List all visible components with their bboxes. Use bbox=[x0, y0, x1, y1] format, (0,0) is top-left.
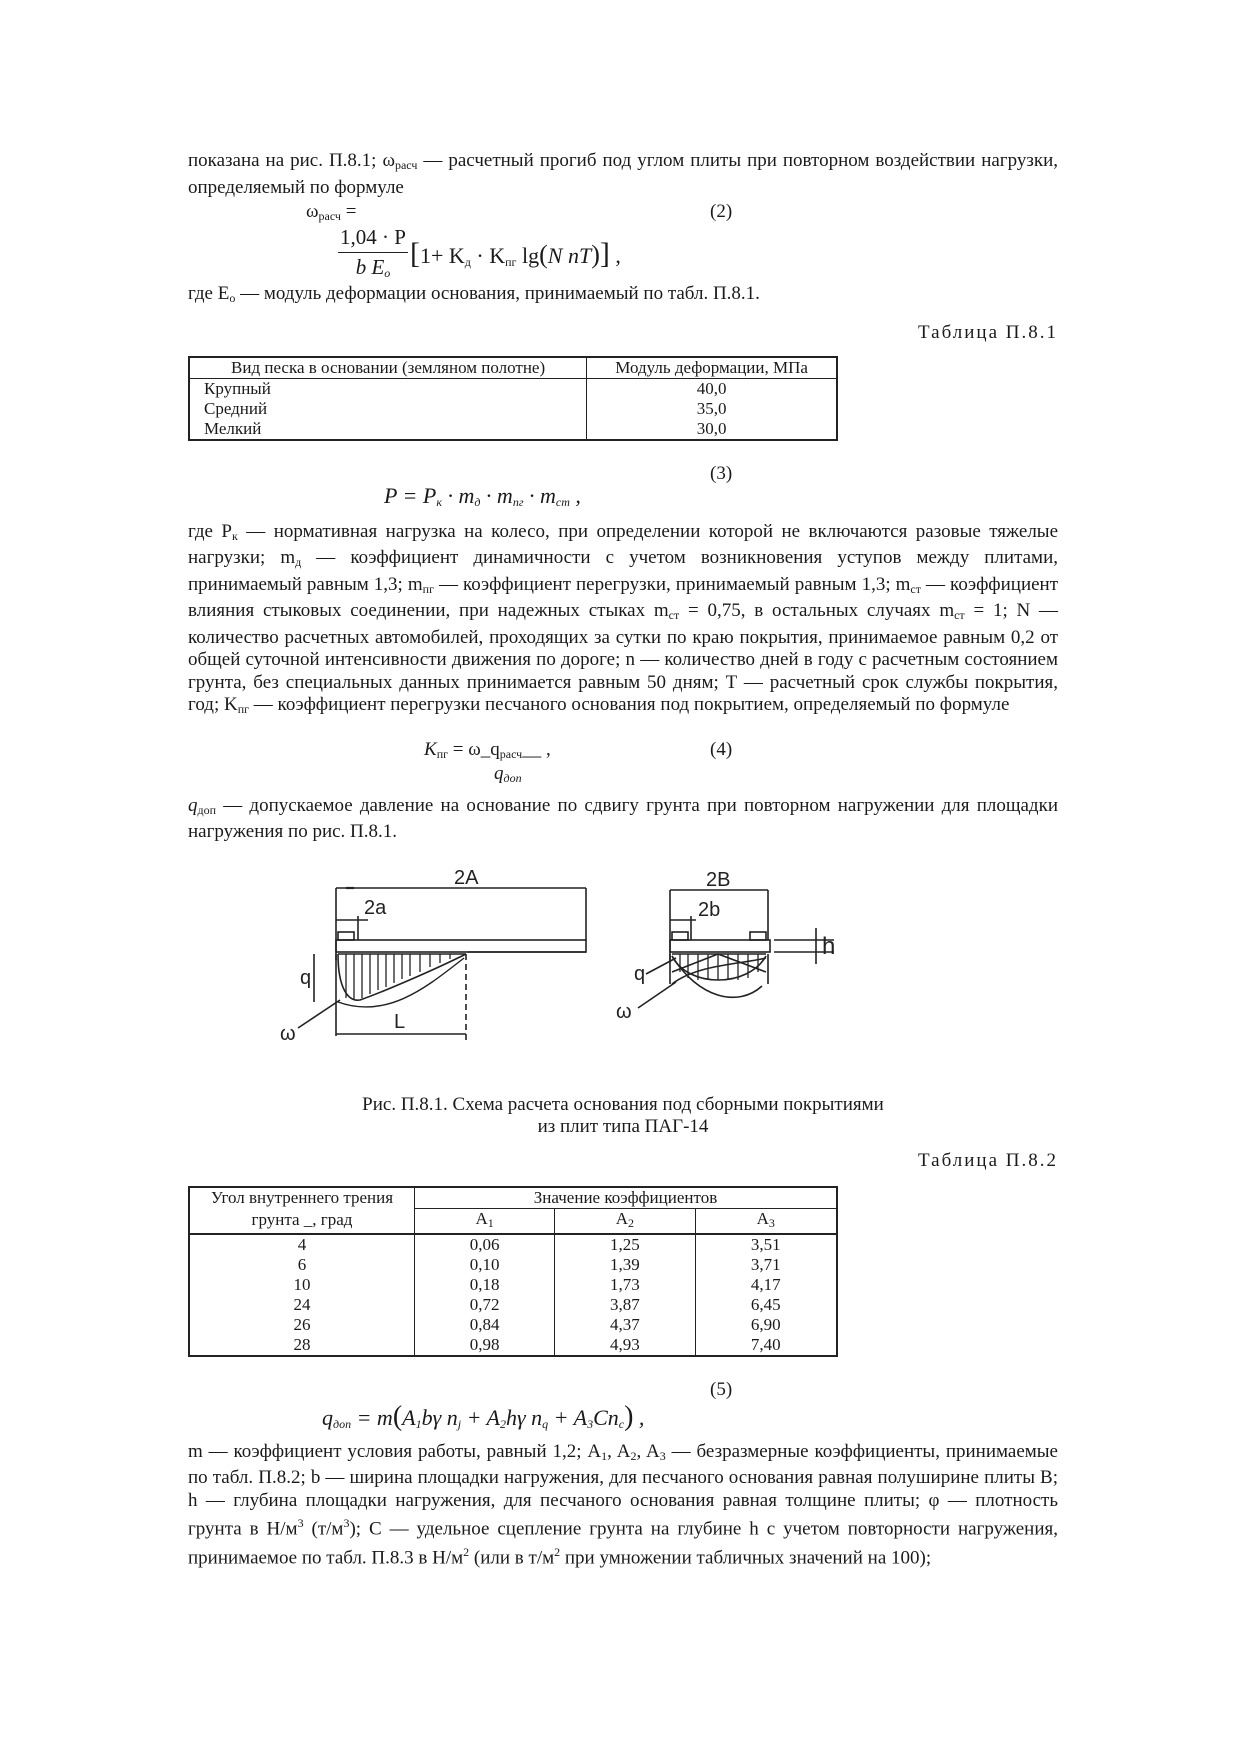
formula-2-numerator: 1,04 · P bbox=[340, 225, 406, 249]
table-row bbox=[189, 1335, 837, 1356]
label-2b: 2b bbox=[698, 898, 721, 921]
table1-header-sand: Вид песка в основании (земляном полотне) bbox=[189, 357, 587, 379]
formula-3-expression: $P = P_к \cdot m_д \cdot m_{пг} \cdot m_{ст}$ , bbox=[384, 482, 581, 509]
table-cell: Средний bbox=[189, 399, 587, 419]
table-cell: 1,25 bbox=[555, 1234, 695, 1255]
label-L: L bbox=[394, 1010, 406, 1033]
figure-caption bbox=[188, 1094, 1058, 1138]
document-page bbox=[188, 150, 1058, 1570]
formula-3-number: (3) bbox=[710, 462, 733, 484]
table-cell: 3,51 bbox=[750, 1234, 781, 1254]
formula-4-number: (4) bbox=[710, 738, 733, 760]
label-h: h bbox=[822, 932, 836, 960]
table-cell: 0,10 bbox=[415, 1255, 555, 1275]
table-row bbox=[189, 1275, 837, 1295]
table-cell: 0,98 bbox=[415, 1335, 555, 1356]
table2-title: Таблица П.8.2 bbox=[918, 1149, 1058, 1171]
table-cell: Мелкий bbox=[189, 419, 587, 440]
formula-3 bbox=[188, 463, 1058, 521]
caption-line-1: Рис. П.8.1. Схема расчета основания под сборными покрытиями bbox=[362, 1093, 884, 1115]
formula-2-lhs: $\omega_{расч}$ = bbox=[306, 201, 357, 223]
formula-4-expression: $K_{пг}$ = $\omega\_q_{расч}\_\_$ , bbox=[424, 738, 551, 761]
formula-2 bbox=[188, 199, 1058, 283]
table-cell: 3,87 bbox=[555, 1295, 695, 1315]
formula-2-fraction bbox=[338, 225, 408, 281]
label-2A: 2A bbox=[454, 867, 479, 889]
formula-2-bracket: [$1+ K_д \cdot K_{пг}$ lg(N nT)] , bbox=[410, 237, 621, 270]
label-omega-right: ω bbox=[616, 1000, 632, 1023]
table-cell: 7,40 bbox=[750, 1334, 781, 1354]
table-cell: 30,0 bbox=[696, 418, 727, 438]
formula-5 bbox=[188, 1379, 1058, 1441]
fraction-bar bbox=[338, 252, 408, 253]
table2-header-a2: $A_2$ bbox=[555, 1208, 695, 1234]
table-cell: 28 bbox=[189, 1335, 415, 1356]
table-cell: 0,18 bbox=[415, 1275, 555, 1295]
table-cell: 0,84 bbox=[415, 1315, 555, 1335]
label-q-left: q bbox=[300, 966, 312, 989]
table-cell: 6 bbox=[189, 1255, 415, 1275]
table-row bbox=[189, 1255, 837, 1275]
paragraph-intro: показана на рис. П.8.1; $\omega_{расч}$ — расчетный прогиб под углом плиты при повторном воздействии нагрузки, определяемый по формуле bbox=[188, 150, 1058, 198]
figure-p81 bbox=[188, 868, 1058, 1088]
table-row bbox=[189, 399, 837, 419]
paragraph-e0: где $E_o$ — модуль деформации основания, принимаемый по табл. П.8.1. bbox=[188, 283, 760, 305]
table-cell: 40,0 bbox=[696, 378, 727, 398]
formula-5-number: (5) bbox=[710, 1378, 733, 1400]
table-cell: 6,45 bbox=[750, 1294, 781, 1314]
paragraph-qdop: $q_{доп}$ — допускаемое давление на основание по сдвигу грунта при повторном нагружении для площадки нагружения по рис. П.8.1. bbox=[188, 794, 1058, 842]
table2-header-angle-line1: Угол внутреннего трения bbox=[189, 1187, 415, 1209]
table-row bbox=[189, 1315, 837, 1335]
formula-4 bbox=[188, 735, 1058, 795]
table-row bbox=[189, 1295, 837, 1315]
table-cell: 3,71 bbox=[750, 1254, 781, 1274]
table1-title: Таблица П.8.1 bbox=[918, 321, 1058, 343]
label-omega-left: ω bbox=[280, 1022, 296, 1045]
label-2B: 2B bbox=[706, 868, 731, 891]
table-row bbox=[189, 419, 837, 440]
table-cell: Крупный bbox=[189, 378, 587, 399]
table1-header-modulus: Модуль деформации, МПа bbox=[587, 357, 837, 379]
caption-line-2: из плит типа ПАГ-14 bbox=[537, 1115, 709, 1137]
formula-5-expression: $q_{доп} = m(A_1b\gamma$ $n_j + A_2h\gamma$ $n_q + A_3Cn_c$) , bbox=[322, 1400, 645, 1432]
label-2a: 2a bbox=[364, 896, 387, 919]
table-cell: 35,0 bbox=[696, 398, 727, 418]
table-cell: 1,73 bbox=[555, 1275, 695, 1295]
table-cell: 10 bbox=[189, 1275, 415, 1295]
table-1 bbox=[188, 356, 838, 441]
label-q-right: q bbox=[634, 962, 646, 985]
paragraph-final: m — коэффициент условия работы, равный 1,2; $A_1$, $A_2$, $A_3$ — безразмерные коэффициенты, принимаемые по табл. П.8.2; b — ширина площадки нагружения, для песчаного основания равная полуширине плиты B; h — глубина площадки нагружения, для песчаного основания равная толщине плиты; φ — плотность грунта в $Н/м^3$ $(т/м^3)$; C — удельное сцепление грунта на глубине h с учетом повторности нагружения, принимаемое по табл. П.8.3 в $Н/м^2$ (или в $т/м^2$ при умножении табличных значений на 100); bbox=[188, 1440, 1058, 1569]
table-cell: 4,17 bbox=[750, 1274, 781, 1294]
table-cell: 26 bbox=[189, 1315, 415, 1335]
paragraph-definitions: где $P_к$ — нормативная нагрузка на колесо, при определении которой не включаются разовые тяжелые нагрузки; $m_д$ — коэффициент динамичности с учетом возникновения уступов между плитами, принимаемый равным 1,3; $m_{пг}$ — коэффициент перегрузки, принимаемый равным 1,3; $m_{ст}$ — коэффициент влияния стыковых соединении, при надежных стыках $m_{ст} = 0,75$, в остальных случаях $m_{ст} = 1$; N — количество расчетных автомобилей, проходящих за сутки по краю покрытия, принимаемое равным 0,2 от общей суточной интенсивности движения по дороге; n — количество дней в году с расчетным состоянием грунта, без специальных данных принимается равным 50 дням; T — расчетный срок службы покрытия, год; $K_{пг}$ — коэффициент перегрузки песчаного основания под покрытием, определяемый по формуле bbox=[188, 520, 1059, 716]
table2-header-a1: $A_1$ bbox=[415, 1208, 555, 1234]
calculation-scheme-drawing bbox=[188, 868, 1058, 1088]
table2-header-angle-line2: грунта _, град bbox=[189, 1208, 415, 1234]
table2-header-a3: $A_3$ bbox=[695, 1208, 837, 1234]
table-cell: 24 bbox=[189, 1295, 415, 1315]
table-cell: 0,06 bbox=[415, 1234, 555, 1255]
formula-2-denominator: b $E_o$ bbox=[355, 255, 391, 280]
table-row bbox=[189, 378, 837, 399]
table-cell: 4,93 bbox=[555, 1335, 695, 1356]
table-cell: 4,37 bbox=[555, 1315, 695, 1335]
table-row bbox=[189, 1234, 837, 1255]
table-cell: 0,72 bbox=[415, 1295, 555, 1315]
formula-4-denominator: $q_{доп}$ bbox=[494, 762, 522, 785]
table2-header-group: Значение коэффициентов bbox=[415, 1187, 838, 1209]
table-cell: 4 bbox=[189, 1234, 415, 1255]
formula-2-number: (2) bbox=[710, 201, 733, 222]
table-cell: 1,39 bbox=[555, 1255, 695, 1275]
table-2 bbox=[188, 1186, 838, 1357]
table-cell: 6,90 bbox=[750, 1314, 781, 1334]
